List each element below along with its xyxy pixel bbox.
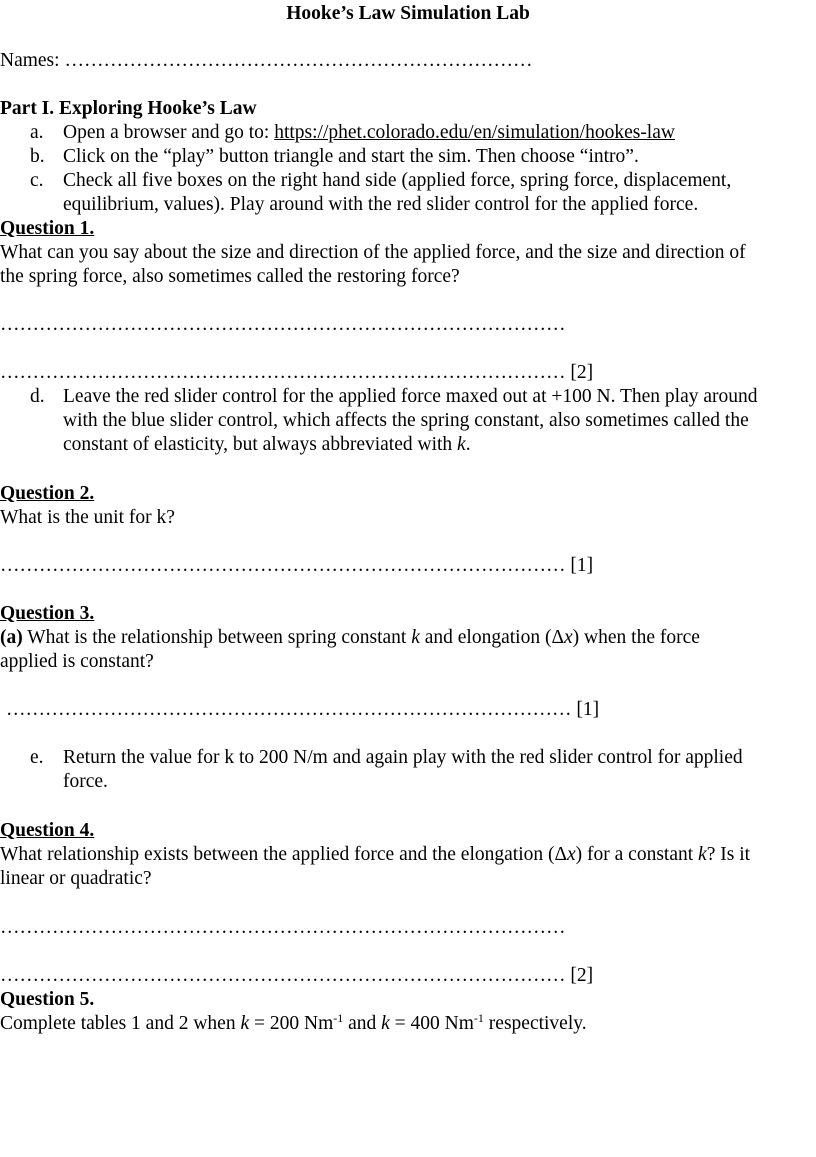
question-3-answer-blank: …………………………………………………………………………… — [6, 699, 572, 720]
question-4-text-mid: ) for a constant — [575, 844, 699, 865]
question-1-answer-blank2: …………………………………………………………………………… — [0, 362, 566, 383]
page-title: Hooke’s Law Simulation Lab — [286, 3, 530, 24]
question-3-text-mid: and elongation (Δ — [419, 627, 565, 648]
question-5-text-a: Complete tables 1 and 2 when — [0, 1013, 241, 1034]
question-2-heading: Question 2. — [0, 483, 95, 504]
question-4-text-post: ? Is it — [706, 844, 751, 865]
question-1-text-line2: the spring force, also sometimes called the restoring force? — [0, 266, 460, 287]
names-label: Names: — [0, 50, 60, 71]
question-3-text-line2: applied is constant? — [0, 651, 154, 672]
question-3-text-pre: What is the relationship between spring constant — [22, 627, 412, 648]
question-4-answer-line1: …………………………………………………………………………… — [0, 917, 566, 938]
exponent: -1 — [333, 1011, 344, 1025]
question-5-text-b: = 200 Nm — [249, 1013, 334, 1034]
k-symbol: k — [381, 1013, 390, 1034]
question-3-part-label: (a) — [0, 627, 23, 648]
list-marker-a: a. — [30, 122, 44, 143]
question-4-answer-line2 — [0, 964, 593, 988]
question-3-text-line1 — [0, 626, 700, 650]
names-blank: ……………………………………………………………… — [64, 50, 533, 71]
question-4-heading: Question 4. — [0, 820, 95, 841]
question-2-marks: [1] — [570, 555, 594, 576]
list-text-e-line1: Return the value for k to 200 N/m and again play with the red slider control for applied — [63, 747, 743, 768]
question-1-text-line1: What can you say about the size and direction of the applied force, and the size and direction of — [0, 242, 746, 263]
list-text-d-line1: Leave the red slider control for the applied force maxed out at +100 N. Then play around — [63, 386, 758, 407]
question-3-answer-line — [6, 698, 599, 722]
question-4-answer-blank2: …………………………………………………………………………… — [0, 965, 566, 986]
question-5-text — [0, 1012, 587, 1036]
list-text-d-line3-post: . — [465, 434, 471, 455]
list-text-a-prefix: Open a browser and go to: — [63, 122, 275, 143]
list-text-b: Click on the “play” button triangle and start the sim. Then choose “intro”. — [63, 146, 639, 167]
names-line — [0, 49, 532, 73]
question-1-heading: Question 1. — [0, 218, 95, 239]
question-4-text-pre: What relationship exists between the applied force and the elongation (Δ — [0, 844, 568, 865]
question-4-text-line1 — [0, 843, 750, 867]
question-3-text-post: ) when the force — [572, 627, 700, 648]
list-marker-b: b. — [30, 146, 45, 167]
exponent: -1 — [473, 1011, 484, 1025]
k-symbol: k — [457, 434, 466, 455]
question-2-answer-line — [0, 554, 593, 578]
phet-link[interactable]: https://phet.colorado.edu/en/simulation/hookes-law — [274, 122, 675, 143]
question-5-heading: Question 5. — [0, 989, 95, 1010]
x-symbol: x — [564, 627, 573, 648]
list-marker-c: c. — [30, 170, 44, 191]
question-4-marks: [2] — [570, 965, 594, 986]
question-5-text-d: = 400 Nm — [389, 1013, 474, 1034]
question-1-answer-line1: …………………………………………………………………………… — [0, 314, 566, 335]
list-marker-d: d. — [30, 386, 45, 407]
question-2-answer-blank: …………………………………………………………………………… — [0, 555, 566, 576]
k-symbol: k — [411, 627, 420, 648]
k-symbol: k — [698, 844, 707, 865]
question-3-heading: Question 3. — [0, 603, 95, 624]
list-text-c-line2: equilibrium, values). Play around with the red slider control for the applied force. — [63, 194, 699, 215]
list-text-d-line2: with the blue slider control, which affects the spring constant, also sometimes called the — [63, 410, 749, 431]
list-text-c-line1: Check all five boxes on the right hand side (applied force, spring force, displacement, — [63, 170, 732, 191]
question-1-answer-line2 — [0, 361, 593, 385]
list-marker-e: e. — [30, 747, 44, 768]
question-3-marks: [1] — [576, 699, 600, 720]
question-1-marks: [2] — [570, 362, 594, 383]
part1-heading: Part I. Exploring Hooke’s Law — [0, 98, 257, 119]
list-text-e-line2: force. — [63, 771, 108, 792]
k-symbol: k — [240, 1013, 250, 1034]
list-text-a — [63, 121, 675, 145]
list-text-d-line3 — [63, 433, 471, 457]
question-2-text: What is the unit for k? — [0, 507, 175, 528]
list-text-d-line3-pre: constant of elasticity, but always abbreviated with — [63, 434, 458, 455]
x-symbol: x — [567, 844, 576, 865]
question-4-text-line2: linear or quadratic? — [0, 868, 152, 889]
question-5-text-e: respectively. — [483, 1013, 587, 1034]
question-5-text-c: and — [343, 1013, 382, 1034]
